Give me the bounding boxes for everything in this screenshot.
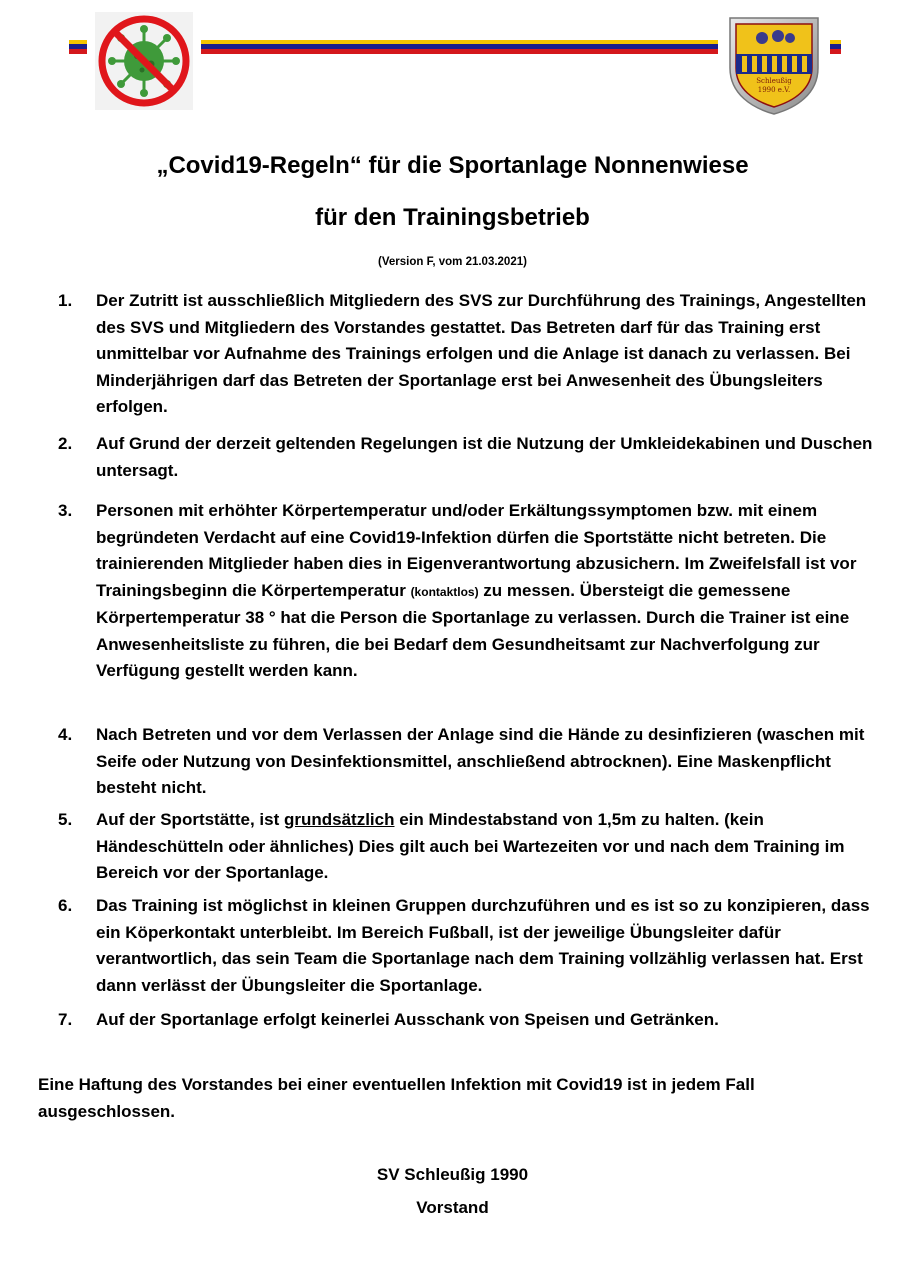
club-crest-icon: [726, 16, 822, 116]
rule-text: Der Zutritt ist ausschließlich Mitgliedern des SVS zur Durchführung des Trainings, Angestellten des SVS und Mitgliedern des Vorstandes gestattet. Das Betreten darf für das Training erst unmittelbar vor Aufnahme des Trainings erfolgen und die Anlage ist danach zu verlassen. Bei Minderjährigen darf das Betreten der Sportanlage erst bei Anwesenheit des Übungsleiters erfolgen.: [96, 291, 867, 416]
signature-club: SV Schleußig 1990: [376, 1165, 529, 1184]
rule-text: Nach Betreten und vor dem Verlassen der Anlage sind die Hände zu desinfizieren (waschen mit Seife oder Nutzung von Desinfektionsmittel, anschließend abtrocknen). Eine Maskenpflicht besteht nicht.: [96, 725, 865, 797]
flag-stripe-right: [830, 40, 841, 54]
liability-disclaimer: Eine Haftung des Vorstandes bei einer eventuellen Infektion mit Covid19 ist in jedem Fall ausgeschlossen.: [38, 1075, 755, 1121]
version-note: (Version F, vom 21.03.2021): [378, 256, 527, 268]
rule-number: 3.: [58, 501, 73, 520]
rule-text-underlined: grundsätzlich: [283, 810, 395, 829]
rule-text-part: Auf der Sportstätte, ist: [96, 810, 284, 829]
rule-text: Das Training ist möglichst in kleinen Gruppen durchzuführen und es ist so zu konzipieren, dass ein Köperkontakt unterbleibt. Im Bereich Fußball, ist der jeweilige Übungsleiter dafür verantwortlich, das sein Team die Sportanlage nach dem Training vollzählig verlassen hat. Erst dann verlässt der Übungsleiter die Sportanlage.: [96, 896, 870, 995]
crest-text-line1: Schleußig: [756, 77, 792, 85]
document-subtitle: für den Trainingsbetrieb: [315, 204, 590, 231]
flag-stripe-left: [69, 40, 87, 54]
rule-number: 6.: [58, 896, 73, 915]
crest-text-line2: 1990 e.V.: [757, 86, 791, 94]
rule-number: 1.: [58, 291, 73, 310]
rule-text-part: zu messen. Übersteigt die gemessene Körpertemperatur 38 ° hat die Person die Sportanlage zu verlassen. Durch die Trainer ist eine Anwesenheitsliste zu führen, die bei Bedarf dem Gesundheitsamt zur Nachverfolgung zur Verfügung gestellt werden kann.: [96, 580, 850, 680]
rule-number: 5.: [58, 810, 73, 829]
document-title: „Covid19-Regeln“ für die Sportanlage Nonnenwiese: [156, 152, 749, 179]
rule-text: [96, 807, 876, 887]
rule-text-part: Personen mit erhöhter Körpertemperatur und/oder Erkältungssymptomen bzw. mit einem begründeten Verdacht auf eine Covid19-Infektion dürfen die Sportstätte nicht betreten. Die trainierenden Mitglieder haben dies in Eigenverantwortung abzusichern. Im Zweifelsfall ist vor Trainingsbeginn die Körpertemperatur: [96, 501, 857, 600]
rule-number: 2.: [58, 434, 73, 453]
flag-stripe-center: [201, 40, 718, 54]
signature-board: Vorstand: [416, 1198, 489, 1217]
rule-number: 4.: [58, 725, 73, 744]
rule-text-small: (kontaktlos): [410, 584, 479, 599]
no-covid-icon: [95, 12, 193, 110]
rule-text-part: ein Mindestabstand von 1,5m zu halten. (kein Händeschütteln oder ähnliches) Dies gilt auch bei Wartezeiten vor und nach dem Training im Bereich vor der Sportanlage.: [96, 810, 845, 882]
rule-number: 7.: [58, 1010, 73, 1029]
rule-text: Auf Grund der derzeit geltenden Regelungen ist die Nutzung der Umkleidekabinen und Duschen untersagt.: [96, 434, 873, 480]
rule-text: [96, 498, 876, 685]
rule-text: Auf der Sportanlage erfolgt keinerlei Ausschank von Speisen und Getränken.: [96, 1010, 719, 1029]
